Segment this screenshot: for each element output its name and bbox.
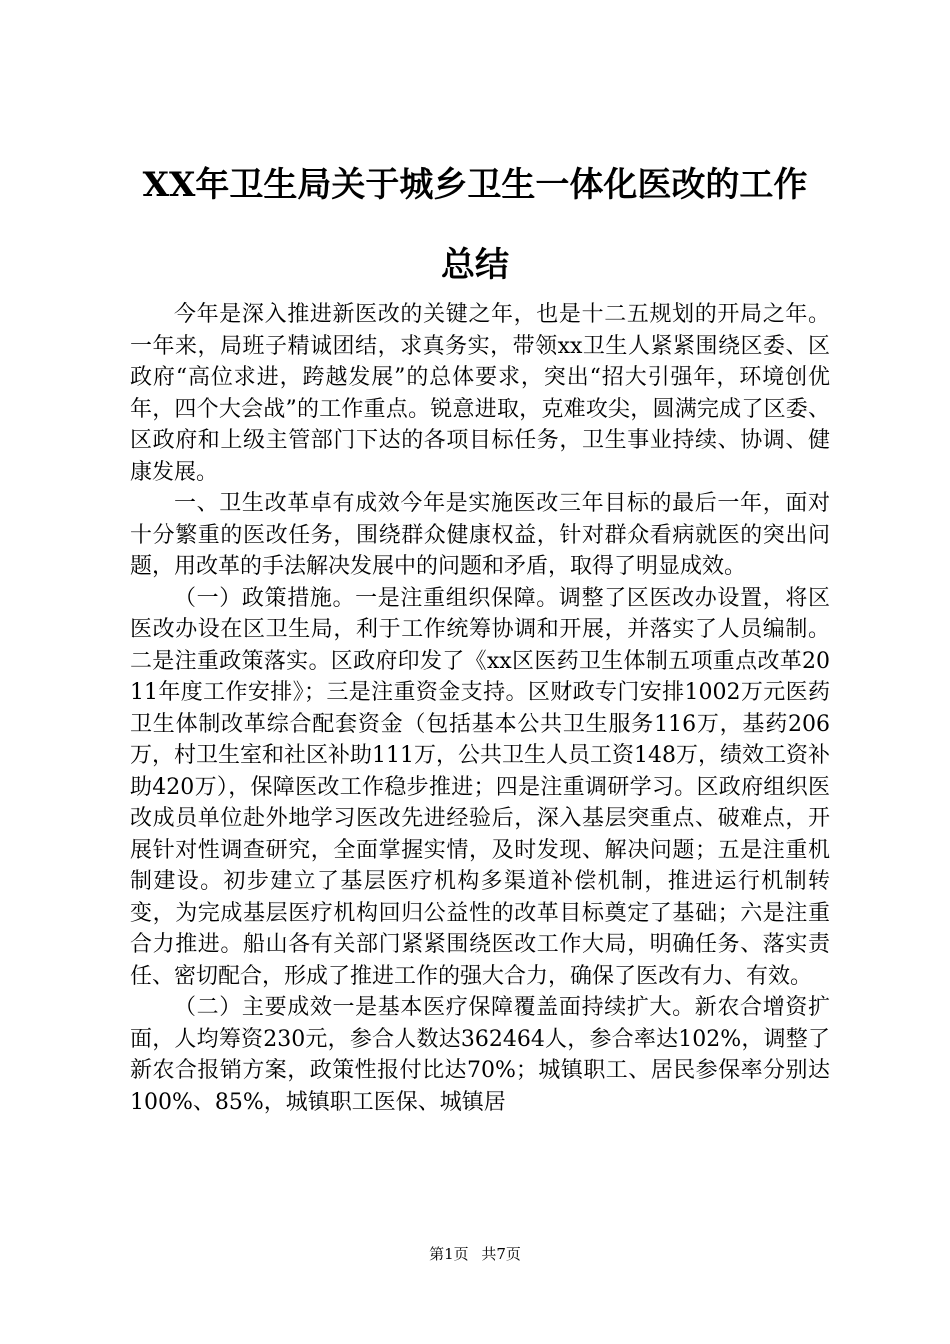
paragraph-intro: 今年是深入推进新医改的关键之年，也是十二五规划的开局之年。一年来，局班子精诚团结，求真务实，带领xx卫生人紧紧围绕区委、区政府“高位求进，跨越发展”的总体要求，突出“招大引强年，环境创优年，四个大会战”的工作重点。锐意进取，克难攻尖，圆满完成了区委、区政府和上级主管部门下达的各项目标任务，卫生事业持续、协调、健康发展。 [130,302,830,485]
paragraph-main-results: （二）主要成效一是基本医疗保障覆盖面持续扩大。新农合增资扩面，人均筹资230元，参合人数达362464人，参合率达102%，调整了新农合报销方案，政策性报付比达70%；城镇职工、居民参保率分别达100%、85%，城镇职工医保、城镇居 [130,995,830,1115]
document-title-line2: 总结 [441,245,509,285]
page-number: 第1页 [429,1245,469,1263]
page-footer [0,1245,950,1263]
document-title-line1: XX年卫生局关于城乡卫生一体化医改的工作 [142,165,808,205]
document-body [130,299,830,1118]
paragraph-policy-measures: （一）政策措施。一是注重组织保障。调整了区医改办设置，将区医改办设在区卫生局，利于工作统筹协调和开展，并落实了人员编制。二是注重政策落实。区政府印发了《xx区医药卫生体制五项重点改革2011年度工作安排》；三是注重资金支持。区财政专门安排1002万元医药卫生体制改革综合配套资金（包括基本公共卫生服务116万，基药206万，村卫生室和社区补助111万，公共卫生人员工资148万，绩效工资补助420万），保障医改工作稳步推进；四是注重调研学习。区政府组织医改成员单位赴外地学习医改先进经验后，深入基层突重点、破难点，开展针对性调查研究，全面掌握实情，及时发现、解决问题；五是注重机制建设。初步建立了基层医疗机构多渠道补偿机制，推进运行机制转变，为完成基层医疗机构回归公益性的改革目标奠定了基础；六是注重合力推进。船山各有关部门紧紧围绕医改工作大局，明确任务、落实责任、密切配合，形成了推进工作的强大合力，确保了医改有力、有效。 [130,585,830,989]
page-total: 共7页 [481,1245,521,1263]
paragraph-section-1: 一、卫生改革卓有成效今年是实施医改三年目标的最后一年，面对十分繁重的医改任务，围绕群众健康权益，针对群众看病就医的突出问题，用改革的手法解决发展中的问题和矛盾，取得了明显成效。 [130,491,830,579]
